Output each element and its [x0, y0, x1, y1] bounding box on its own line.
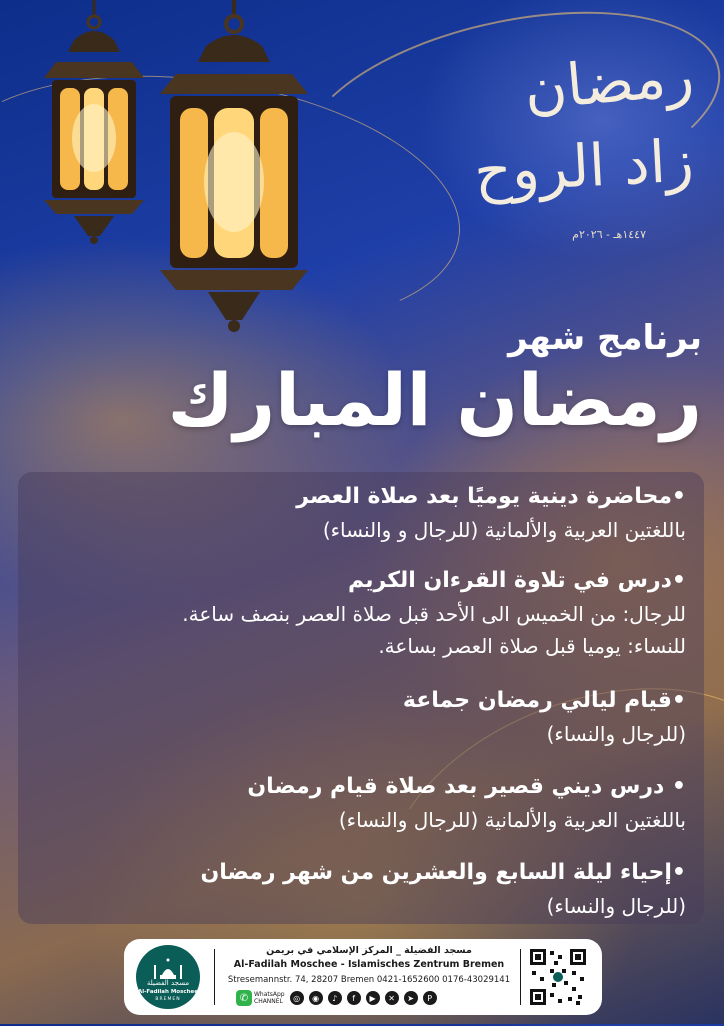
program-item-detail: للرجال: من الخميس الى الأحد قبل صلاة العصر بنصف ساعة. [182, 602, 686, 626]
pinterest-icon[interactable]: P [423, 991, 437, 1005]
program-item [182, 564, 686, 662]
program-subtitle: برنامج شهر [508, 318, 702, 358]
program-item [201, 856, 687, 922]
program-item [247, 770, 686, 836]
program-item-detail: باللغتين العربية والألمانية (للرجال والنساء) [338, 808, 686, 832]
calligraphy-line-1: رمضان [521, 40, 697, 124]
x-icon[interactable]: ✕ [385, 991, 399, 1005]
program-item-title: •درس في تلاوة القرءان الكريم [348, 568, 686, 593]
logo-arabic-name: مسجد الفضيلة [146, 979, 190, 987]
tiktok-icon[interactable]: ♪ [328, 991, 342, 1005]
divider [214, 949, 215, 1005]
program-item-title: • درس ديني قصير بعد صلاة قيام رمضان [247, 774, 686, 799]
calligraphy-line-2: زاد الروح [472, 126, 696, 206]
footer-english-name: Al-Fadilah Moschee - Islamisches Zentrum Bremen [233, 959, 505, 970]
facebook-icon[interactable]: f [347, 991, 361, 1005]
page-title: رمضان المبارك [167, 358, 702, 442]
whatsapp-channel-label: CHANNEL [254, 998, 283, 1005]
instagram-icon[interactable]: ◉ [309, 991, 323, 1005]
telegram-icon[interactable]: ➤ [404, 991, 418, 1005]
logo-city: BREMEN [155, 997, 181, 1002]
calligraphy-year: ١٤٤٧هـ - ٢٠٢٦م [572, 228, 646, 241]
program-item-detail: (للرجال والنساء) [546, 894, 686, 918]
program-panel [18, 472, 704, 924]
divider [520, 949, 521, 1005]
whatsapp-channel-link[interactable] [236, 990, 285, 1006]
ramadan-calligraphy [472, 40, 716, 250]
program-item-title: •إحياء ليلة السابع والعشرين من شهر رمضان [200, 860, 686, 885]
lantern-icon [154, 0, 314, 335]
whatsapp-label: WhatsApp [254, 991, 285, 998]
footer-address: Stresemannstr. 74, 28207 Bremen 0421-1652600 0176-43029141 [227, 975, 511, 985]
qr-code-icon[interactable] [528, 947, 588, 1007]
program-item-title: •قيام ليالي رمضان جماعة [402, 688, 686, 713]
program-item [403, 684, 686, 750]
footer-arabic-name: مسجد الفضيلة _ المركز الإسلامي في بريمن [266, 945, 472, 956]
program-item-detail: (للرجال والنساء) [546, 722, 686, 746]
mosque-logo [136, 945, 200, 1009]
program-item-detail: باللغتين العربية والألمانية (للرجال و والنساء) [322, 518, 686, 542]
footer-card [124, 939, 602, 1015]
program-item [296, 480, 686, 546]
program-item-detail: للنساء: يوميا قبل صلاة العصر بساعة. [378, 634, 686, 658]
web-icon[interactable]: ◎ [290, 991, 304, 1005]
logo-english-name: Al-Fadilah Moschee [138, 989, 198, 995]
program-item-title: •محاضرة دينية يوميًا بعد صلاة العصر [296, 484, 686, 509]
whatsapp-icon: ✆ [236, 990, 252, 1006]
social-links [236, 989, 437, 1007]
youtube-icon[interactable]: ▶ [366, 991, 380, 1005]
lantern-icon [34, 0, 154, 245]
